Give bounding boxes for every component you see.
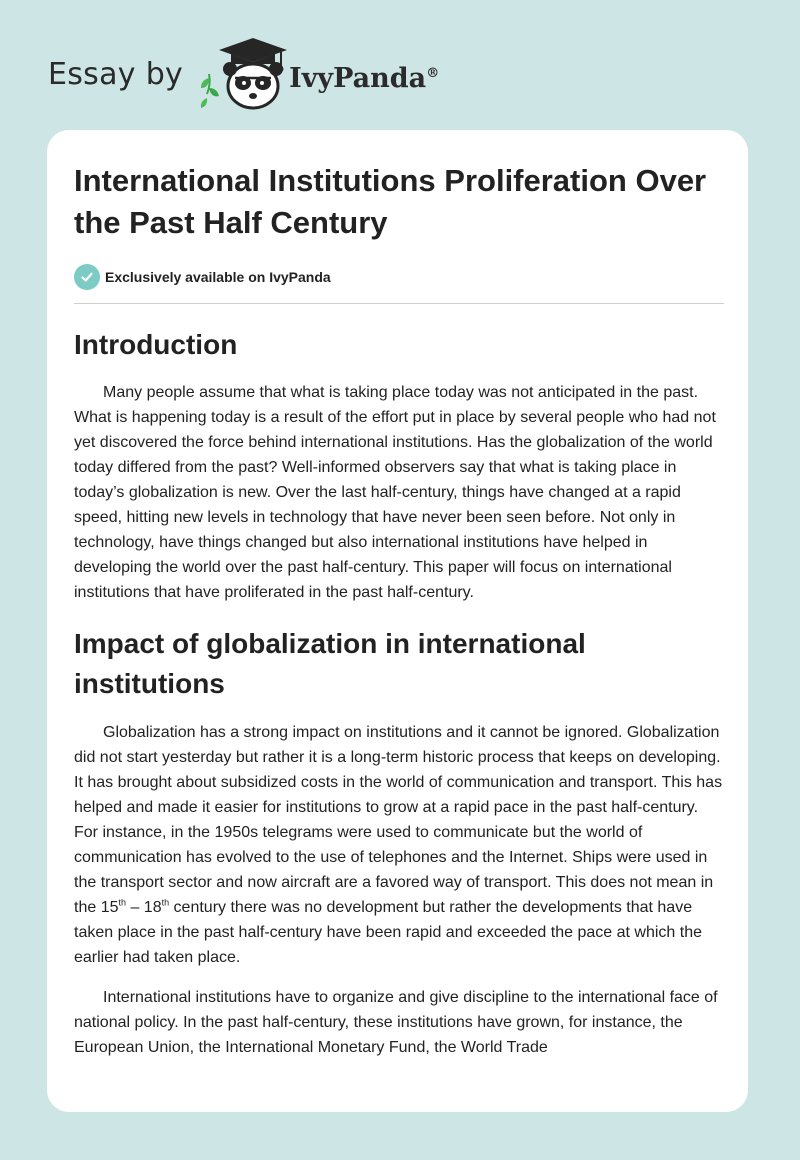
check-icon — [74, 264, 100, 290]
paragraph: International institutions have to organize and give discipline to the international face of national policy. In the past half-century, these institutions have grown, for instance, the European Union, the International Monetary Fund, the World Trade — [74, 989, 718, 1056]
page-title: International Institutions Proliferation Over the Past Half Century — [74, 163, 707, 240]
paragraph: Globalization has a strong impact on institutions and it cannot be ignored. Globalization did not start yesterday but rather it is a long-term historic process that keeps on developing. It has brought about subsidized costs in the world of communication and transport. This has helped and made it easier for institutions to grow at a rapid pace in the past half-century. For instance, in the 1950s telegrams were used to communicate but the world of communication has evolved to the use of telephones and the Internet. Ships were used in the transport sector and now aircraft are a favored way of transport. This does not mean in the 15th – 18th century there was no development but rather the developments that have taken place in the past half-century have been rapid and exceeded the pace at which the earlier had taken place. — [74, 724, 723, 966]
exclusive-badge — [74, 264, 724, 290]
article-content — [74, 160, 724, 1060]
paragraph: Many people assume that what is taking place today was not anticipated in the past. What is happening today is a result of the effort put in place by several people who had not yet discovered the force behind international institutions. Has the globalization of the world today differed from the past? Well-informed observers say that what is taking place in today’s globalization is new. Over the last half-century, things have changed at a rapid speed, hitting new levels in technology that have never been seen before. Not only in technology, have things changed but also international institutions have helped in developing the world over the past half-century. This paper will focus on international institutions that have proliferated in the past half-century. — [74, 384, 716, 601]
brand-header[interactable] — [48, 36, 439, 112]
brand-name: IvyPanda® — [289, 62, 440, 94]
brand-prefix: Essay by — [48, 56, 184, 92]
section-heading-impact: Impact of globalization in international institutions — [74, 628, 586, 699]
panda-graduation-logo-icon — [197, 36, 293, 112]
section-heading-introduction: Introduction — [74, 329, 238, 360]
article-card — [47, 130, 748, 1112]
divider — [74, 303, 724, 304]
badge-text: Exclusively available on IvyPanda — [105, 269, 331, 285]
